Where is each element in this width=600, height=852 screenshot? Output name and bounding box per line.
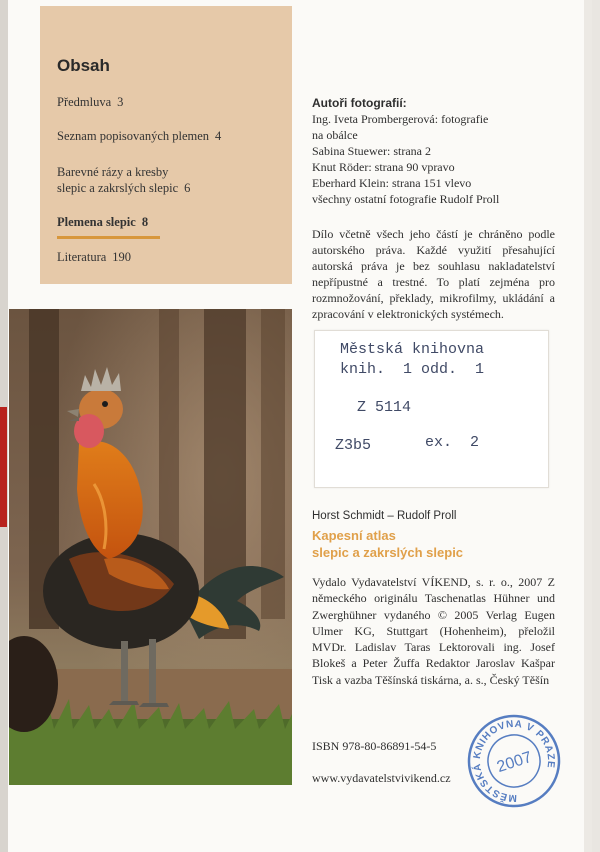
toc-item-label-line2: slepic a zakrslých slepic — [57, 181, 179, 195]
credits-line: Eberhard Klein: strana 151 vlevo — [312, 176, 472, 190]
toc-item-predmluva[interactable] — [57, 94, 123, 110]
credits-heading: Autoři fotografií: — [312, 96, 407, 110]
library-shelf-code: Z3b5 — [335, 437, 372, 454]
photo-credits — [312, 95, 562, 207]
toc-item-seznam[interactable] — [57, 128, 221, 144]
toc-item-label: Předmluva — [57, 95, 112, 109]
copyright-notice: Dílo včetně všech jeho částí je chráněno podle autorského práva. Každé využití přesahující autorská práva je bez souhlasu nakladatelství nepřípustné a trestné. To platí zejména pro rozmnožování, překlady, mikrofilmy, ukládání a zpracování v elektronických systémech. — [312, 227, 555, 321]
stamp-year: 2007 — [494, 748, 535, 777]
rooster-photo — [9, 309, 292, 785]
book-authors: Horst Schmidt – Rudolf Proll — [312, 510, 457, 522]
toc-item-label: Plemena slepic — [57, 215, 136, 229]
credits-line: Sabina Stuewer: strana 2 — [312, 144, 431, 158]
toc-item-label: Literatura — [57, 250, 107, 264]
toc-item-page: 190 — [112, 250, 132, 264]
library-accession-number: Z 5114 — [357, 399, 412, 416]
toc-current-underline — [57, 236, 160, 239]
toc-title: Obsah — [57, 56, 110, 75]
credits-line: Ing. Iveta Prombergerová: fotografie — [312, 112, 489, 126]
credits-line: Knut Röder: strana 90 vpravo — [312, 160, 455, 174]
credits-line: na obálce — [312, 128, 358, 142]
credits-line: všechny ostatní fotografie Rudolf Proll — [312, 192, 500, 206]
book-title — [312, 527, 557, 561]
toc-item-page: 8 — [141, 215, 149, 229]
toc-item-page: 3 — [117, 95, 124, 109]
table-of-contents — [40, 6, 292, 284]
stamp-ring-text: MĚSTSKÁ KNIHOVNA V PRAZE — [471, 718, 557, 804]
isbn: ISBN 978-80-86891-54-5 — [312, 739, 437, 753]
binding-red-mark — [0, 407, 7, 527]
page-edge — [584, 0, 592, 852]
toc-item-page: 4 — [215, 129, 222, 143]
book-title-line1: Kapesní atlas — [312, 528, 396, 543]
toc-item-plemena-slepic[interactable] — [57, 214, 148, 230]
toc-item-literatura[interactable] — [57, 249, 131, 265]
library-label — [314, 330, 549, 488]
book-title-line2: slepic a zakrslých slepic — [312, 545, 464, 560]
publisher-details: Vydalo Vydavatelství VÍKEND, s. r. o., 2007 Z německého originálu Taschenatlas Hühner und Zwerghühner vydaného © 2005 Verlag Eugen Ulmer KG, Stuttgart (Hohenheim), přeložil MVDr. Ladislav Taras Lektorovali ing. Josef Blokeš a Peter Žuffa Redaktor Jaroslav Kašpar Tisk a vazba Těšínská tiskárna, a. s., Český Těšín — [312, 575, 555, 687]
toc-item-label-line1: Barevné rázy a kresby — [57, 165, 169, 179]
toc-item-label: Seznam popisovaných plemen — [57, 129, 210, 143]
library-copy-count: ex. 2 — [425, 434, 480, 451]
toc-item-page: 6 — [184, 181, 191, 195]
toc-item-barevne-razy[interactable] — [57, 164, 190, 196]
publisher-website[interactable]: www.vydavatelstvivikend.cz — [312, 771, 451, 785]
library-department: knih. 1 odd. 1 — [340, 361, 485, 378]
book-imprint — [312, 508, 557, 561]
library-name: Městská knihovna — [340, 341, 485, 358]
library-stamp — [466, 713, 562, 809]
